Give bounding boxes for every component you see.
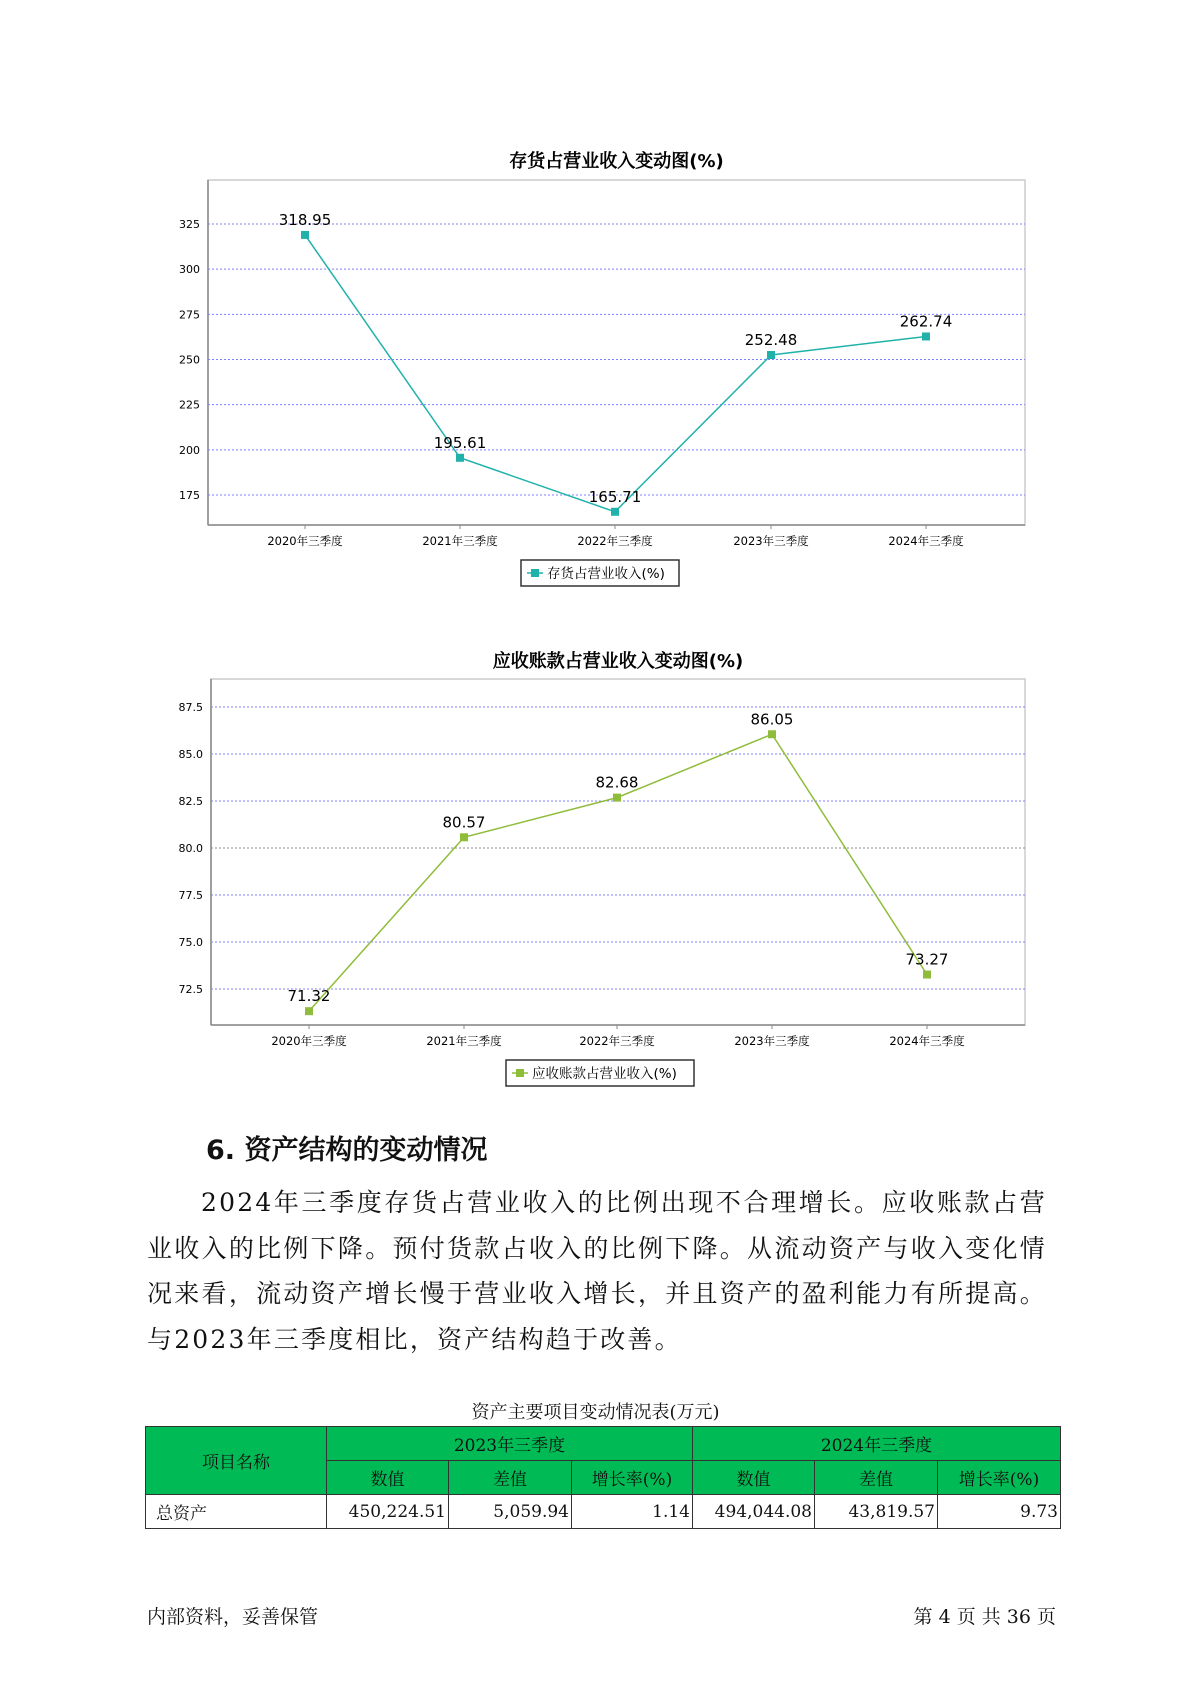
footer-confidential: 内部资料，妥善保管 [147, 1606, 319, 1628]
y-tick-label: 77.5 [178, 889, 203, 902]
y-tick-label: 82.5 [178, 795, 203, 808]
cell: 450,224.51 [327, 1495, 449, 1529]
data-point [613, 794, 621, 802]
section-heading: 6. 资产结构的变动情况 [206, 1135, 488, 1166]
data-label: 80.57 [442, 813, 486, 832]
x-tick-label: 2020年三季度 [271, 1034, 347, 1048]
cell: 1.14 [572, 1495, 693, 1529]
header-growth: 增长率(%) [572, 1461, 693, 1495]
section-paragraph: 2024年三季度存货占营业收入的比例出现不合理增长。应收账款占营业收入的比例下降。预付货款占收入的比例下降。从流动资产与收入变化情况来看，流动资产增长慢于营业收入增长，并且资产的盈利能力有所提高。与2023年三季度相比，资产结构趋于改善。 [147, 1188, 1047, 1354]
plot-area [211, 679, 1025, 1025]
y-tick-label: 85.0 [178, 748, 203, 761]
receivables-ratio-chart [0, 630, 1191, 1100]
x-tick-label: 2021年三季度 [426, 1034, 502, 1048]
data-label: 82.68 [595, 773, 639, 792]
page-number: 第 4 页 共 36 页 [913, 1606, 1056, 1628]
data-label: 86.05 [750, 710, 794, 729]
header-diff: 差值 [449, 1461, 572, 1495]
data-point [301, 231, 309, 239]
data-point [611, 508, 619, 516]
header-value: 数值 [327, 1461, 449, 1495]
table-row [146, 1495, 1061, 1529]
y-tick-label: 72.5 [178, 983, 203, 996]
plot-area [208, 180, 1025, 525]
x-tick-label: 2021年三季度 [422, 534, 498, 548]
legend-label: 应收账款占营业收入(%) [532, 1066, 677, 1082]
header-period-2024: 2024年三季度 [693, 1427, 1061, 1461]
header-value: 数值 [693, 1461, 815, 1495]
data-point [460, 833, 468, 841]
y-tick-label: 325 [179, 218, 200, 231]
y-tick-label: 200 [179, 443, 200, 457]
cell: 43,819.57 [815, 1495, 938, 1529]
y-tick-label: 75.0 [178, 936, 203, 949]
cell: 5,059.94 [449, 1495, 572, 1529]
data-point [456, 454, 464, 462]
data-label: 318.95 [278, 210, 332, 229]
data-label: 252.48 [744, 331, 798, 350]
data-label: 71.32 [287, 987, 331, 1006]
y-tick-label: 175 [179, 489, 200, 502]
data-label: 195.61 [433, 433, 487, 452]
x-tick-label: 2023年三季度 [733, 534, 809, 548]
data-point [923, 971, 931, 979]
data-point [922, 332, 930, 340]
x-tick-label: 2022年三季度 [579, 1034, 655, 1048]
x-tick-label: 2022年三季度 [577, 534, 653, 548]
data-point [305, 1007, 313, 1015]
cell: 494,044.08 [693, 1495, 815, 1529]
data-point [767, 351, 775, 359]
legend-label: 存货占营业收入(%) [547, 566, 665, 582]
y-tick-label: 275 [179, 308, 200, 322]
legend-marker [516, 1069, 524, 1077]
chart-title: 应收账款占营业收入变动图(%) [492, 651, 744, 672]
data-point [768, 730, 776, 738]
data-label: 262.74 [899, 312, 953, 331]
legend-marker [531, 569, 539, 577]
asset-change-table [145, 1426, 1061, 1529]
row-name: 总资产 [146, 1495, 327, 1529]
y-tick-label: 225 [179, 398, 200, 412]
x-tick-label: 2020年三季度 [267, 534, 343, 548]
chart-title: 存货占营业收入变动图(%) [509, 151, 724, 172]
data-label: 73.27 [905, 950, 949, 969]
header-period-2023: 2023年三季度 [327, 1427, 693, 1461]
x-tick-label: 2024年三季度 [888, 534, 964, 548]
y-tick-label: 80.0 [178, 842, 203, 855]
cell: 9.73 [938, 1495, 1061, 1529]
header-item-name: 项目名称 [146, 1427, 327, 1495]
x-tick-label: 2024年三季度 [889, 1034, 965, 1048]
table-caption: 资产主要项目变动情况表(万元) [471, 1402, 720, 1423]
header-growth: 增长率(%) [938, 1461, 1061, 1495]
y-tick-label: 300 [179, 263, 200, 277]
header-diff: 差值 [815, 1461, 938, 1495]
x-tick-label: 2023年三季度 [734, 1034, 810, 1048]
data-label: 165.71 [588, 487, 642, 506]
y-tick-label: 87.5 [178, 701, 203, 714]
y-tick-label: 250 [179, 353, 200, 367]
